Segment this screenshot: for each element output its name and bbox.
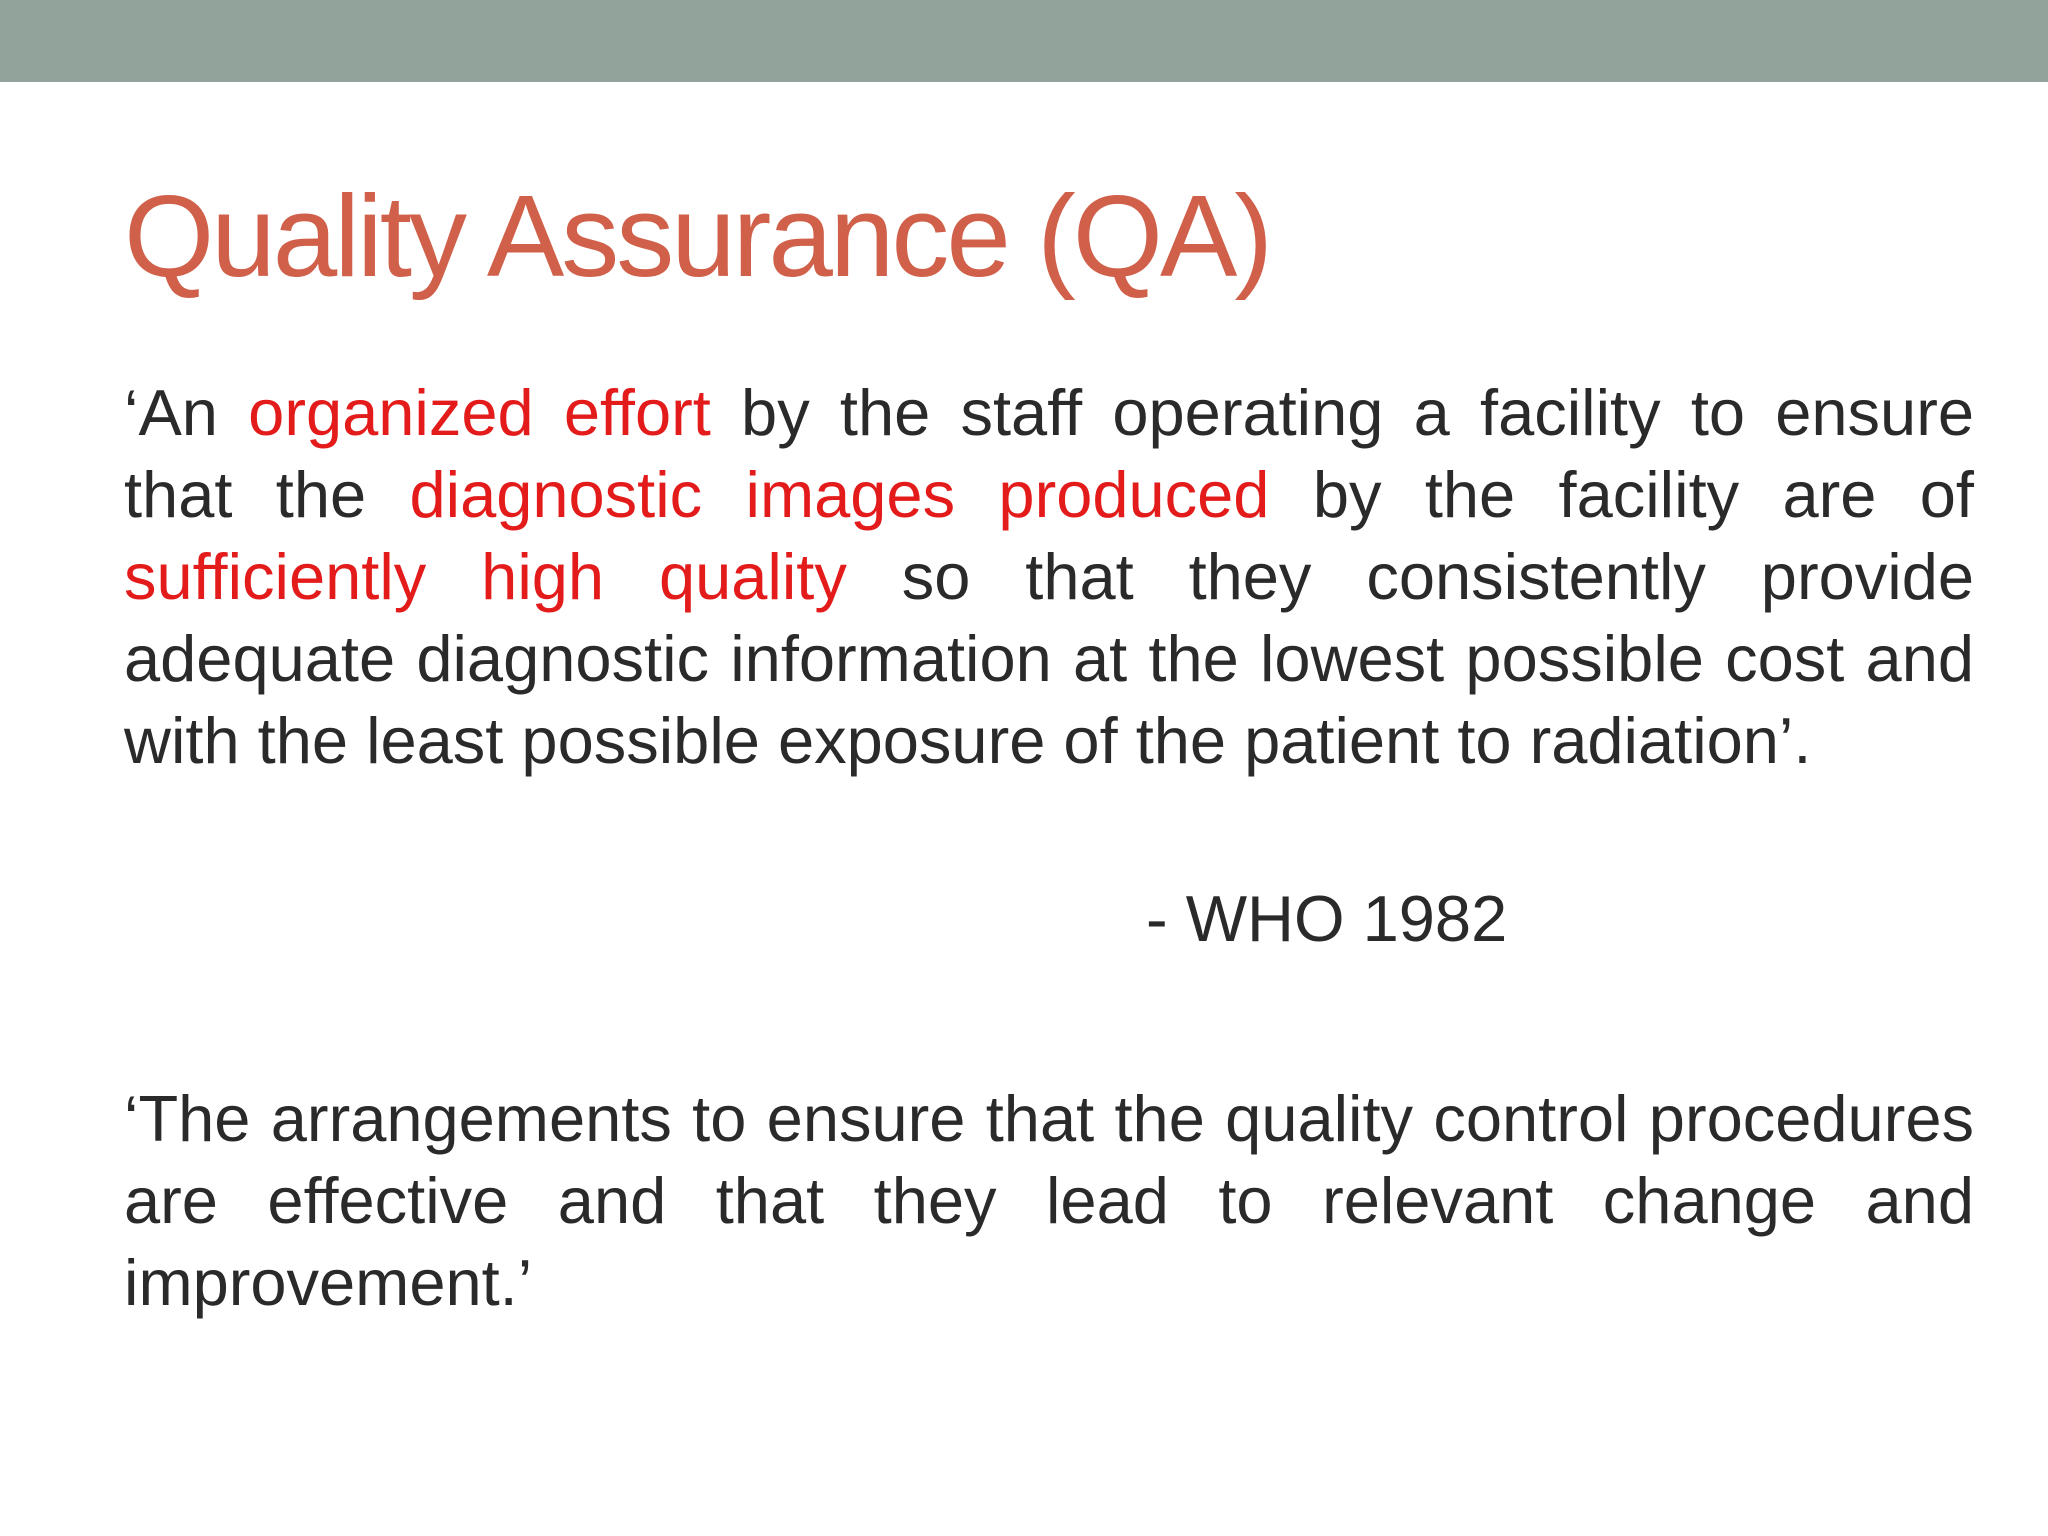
second-definition-quote: ‘The arrangements to ensure that the quality control procedures are effective and that they lead to relevant change and improvement.’ bbox=[124, 1082, 1974, 1319]
highlight-high-quality: sufficiently high quality bbox=[124, 540, 847, 613]
quote-text: by the staff operating a facility to ensure that the bbox=[124, 376, 1974, 531]
quote-attribution: - WHO 1982 bbox=[1146, 882, 1508, 955]
highlight-diagnostic-images: diagnostic images produced bbox=[409, 458, 1270, 531]
who-definition-quote bbox=[124, 372, 1974, 782]
top-bar bbox=[0, 0, 2048, 82]
quote-text: so that they consistently provide adequate diagnostic information at the lowest possible cost and with the least possible exposure of the patient to radiation’. bbox=[124, 540, 1974, 777]
quote-text: ‘An bbox=[124, 376, 249, 449]
slide-title: Quality Assurance (QA) bbox=[124, 171, 1270, 301]
quote-text: by the facility are of bbox=[1269, 458, 1974, 531]
highlight-organized-effort: organized effort bbox=[248, 376, 711, 449]
